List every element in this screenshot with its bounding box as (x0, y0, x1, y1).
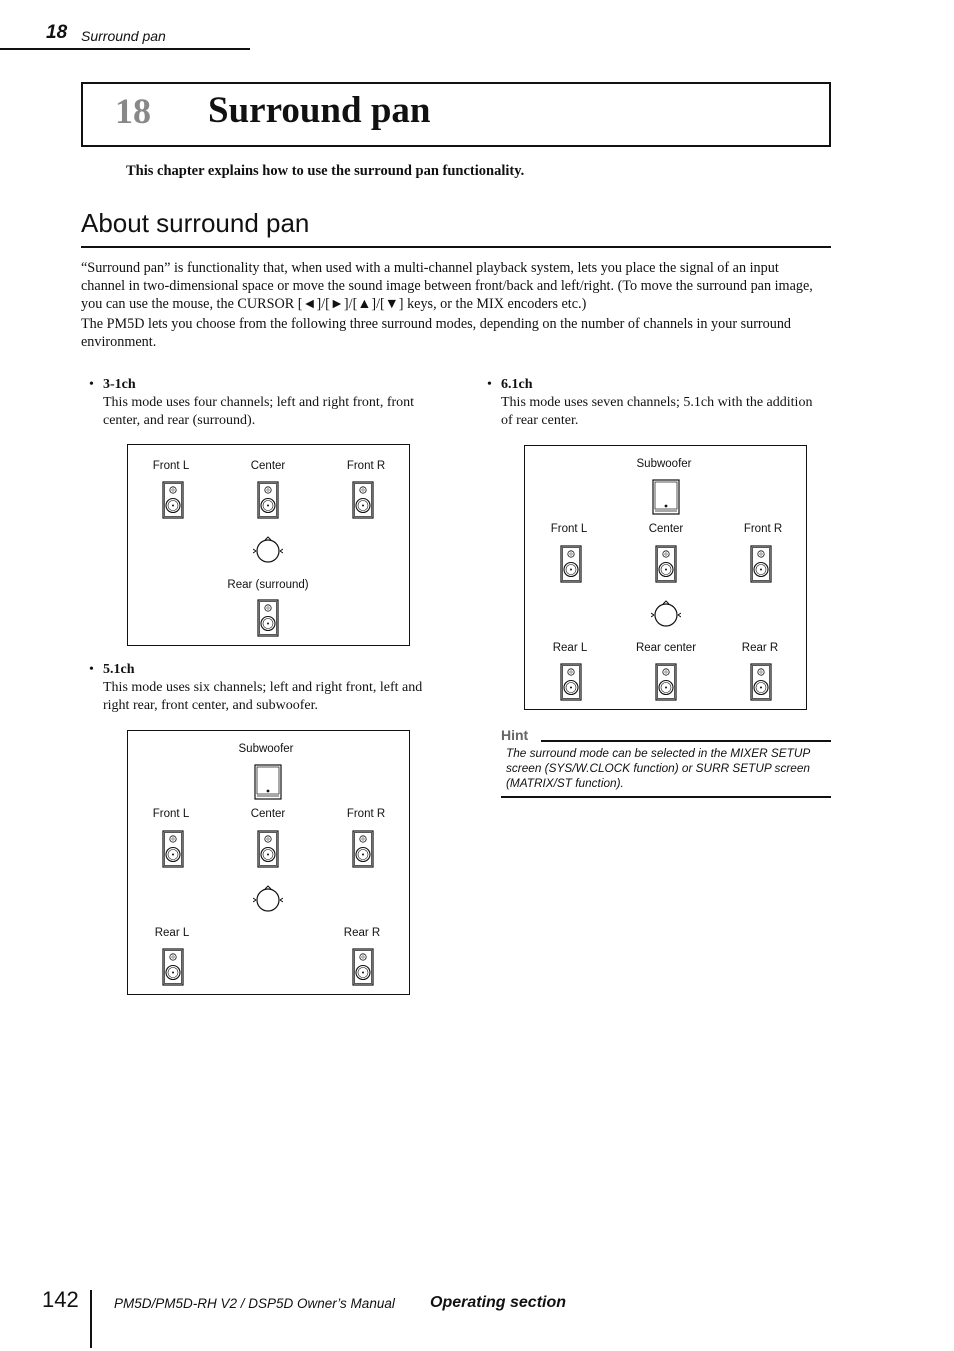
speaker-rear-r-icon (750, 663, 772, 701)
speaker-rear-r-icon (352, 948, 374, 986)
speaker-rear-l-icon (162, 948, 184, 986)
mode-description: This mode uses seven channels; 5.1ch with the addition of rear center. (501, 395, 813, 428)
page-number: 142 (42, 1287, 79, 1312)
header-chapter-number: 18 (46, 22, 68, 43)
speaker-front-r-icon (352, 481, 374, 519)
mode-6-1ch-bullet: • 6.1ch This mode uses seven channels; 5.1ch with the addition of rear center. (501, 376, 821, 430)
footer-manual-title: PM5D/PM5D-RH V2 / DSP5D Owner’s Manual (114, 1296, 395, 1311)
hint-bottom-rule (501, 796, 831, 798)
chapter-number: 18 (115, 91, 151, 131)
footer-rule (90, 1290, 92, 1348)
mode-title: 6.1ch (501, 377, 533, 392)
label-rear: Rear (surround) (227, 579, 309, 591)
mode-title: 5.1ch (103, 662, 135, 677)
mode-description: This mode uses four channels; left and right front, front center, and rear (surround). (103, 395, 415, 428)
subwoofer-icon (254, 764, 282, 800)
label-front-l: Front L (550, 523, 588, 535)
speaker-rear-l-icon (560, 663, 582, 701)
speaker-front-r-icon (352, 830, 374, 868)
speaker-center-icon (257, 830, 279, 868)
speaker-center-icon (257, 481, 279, 519)
header-title: Surround pan (81, 28, 166, 44)
speaker-center-icon (655, 545, 677, 583)
label-rear-r: Rear R (741, 642, 779, 654)
diagram-5-1ch (127, 730, 410, 995)
speaker-front-r-icon (750, 545, 772, 583)
label-front-l: Front L (152, 808, 190, 820)
header-rule (0, 48, 250, 50)
mode-3-1ch-bullet: • 3-1ch This mode uses four channels; left and right front, front center, and rear (surround). (103, 376, 423, 430)
label-center: Center (250, 460, 286, 472)
chapter-title: Surround pan (208, 90, 431, 131)
listener-icon (253, 536, 283, 566)
hint-rule (541, 740, 831, 742)
label-front-r: Front R (346, 460, 386, 472)
section-title: About surround pan (81, 208, 310, 238)
listener-icon (253, 885, 283, 915)
speaker-front-l-icon (560, 545, 582, 583)
speaker-rear-icon (257, 599, 279, 637)
hint-text: The surround mode can be selected in the MIXER SETUP screen (SYS/W.CLOCK function) or SURR SETUP screen (MATRIX/ST function). (506, 746, 810, 790)
label-front-r: Front R (346, 808, 386, 820)
label-rear-l: Rear L (154, 927, 190, 939)
label-subwoofer: Subwoofer (238, 743, 294, 755)
diagram-3-1ch (127, 444, 410, 646)
mode-5-1ch-bullet: • 5.1ch This mode uses six channels; left and right front, left and right rear, front center, and subwoofer. (89, 662, 423, 713)
body-paragraph-2: The PM5D lets you choose from the following three surround modes, depending on the number of channels in your surround environment. (81, 316, 792, 350)
label-rear-l: Rear L (552, 642, 588, 654)
speaker-front-l-icon (162, 481, 184, 519)
label-subwoofer: Subwoofer (636, 458, 692, 470)
chapter-title-box (81, 82, 831, 147)
subwoofer-icon (652, 479, 680, 515)
listener-icon (651, 600, 681, 630)
footer-section: Operating section (430, 1294, 567, 1311)
chapter-intro: This chapter explains how to use the surround pan functionality. (126, 163, 525, 179)
diagram-6-1ch (524, 445, 807, 710)
hint-title: Hint (501, 727, 529, 743)
mode-title: 3-1ch (103, 377, 136, 392)
speaker-front-l-icon (162, 830, 184, 868)
speaker-rear-center-icon (655, 663, 677, 701)
section-rule (81, 246, 831, 248)
label-rear-center: Rear center (635, 642, 697, 654)
mode-description: This mode uses six channels; left and right front, left and right rear, front center, and subwoofer. (103, 680, 423, 713)
body-paragraph-1: “Surround pan” is functionality that, when used with a multi-channel playback system, lets you place the signal of an input channel in two-dimensional space or move the sound image between front/back and left/right. (To move the surround pan image, you can use the mouse, the CURSOR [◄]/[►]/[▲]/[▼] keys, or the MIX encoders etc.) (81, 260, 813, 312)
label-front-l: Front L (152, 460, 190, 472)
label-rear-r: Rear R (343, 927, 381, 939)
label-center: Center (648, 523, 684, 535)
label-center: Center (250, 808, 286, 820)
label-front-r: Front R (743, 523, 783, 535)
